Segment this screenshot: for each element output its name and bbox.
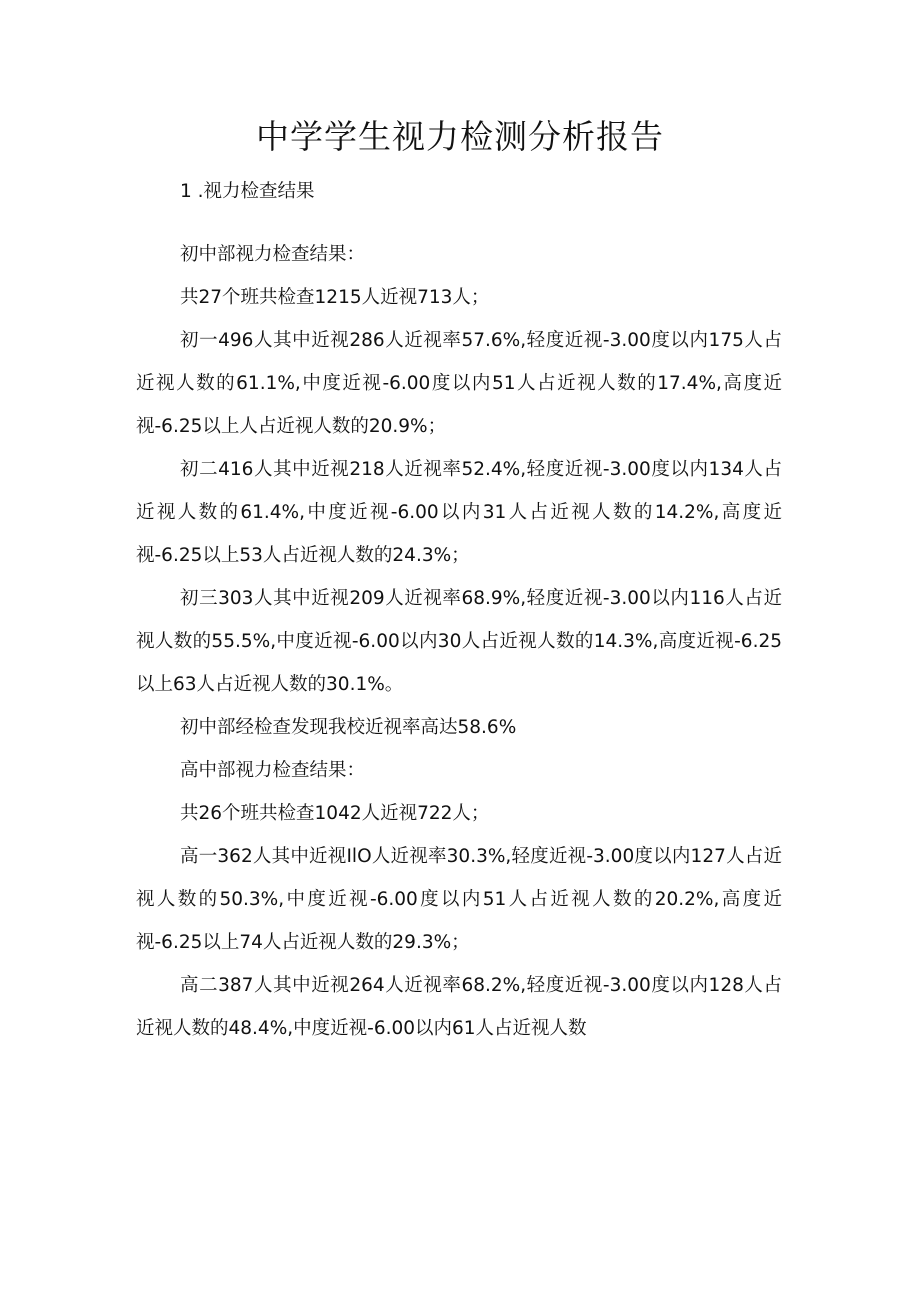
spacer	[136, 213, 782, 233]
document-title: 中学学生视力检测分析报告	[256, 117, 664, 156]
paragraph: 共26个班共检查1042人近视722人；	[180, 803, 490, 824]
paragraph: 初三303人其中近视209人近视率68.9%,轻度近视-3.00以内116人占近视人数的55.5%,中度近视-6.00以内30人占近视人数的14.3%,高度近视-6.25以上63人占近视人数的30.1%。	[136, 588, 782, 695]
paragraph: 初二416人其中近视218人近视率52.4%,轻度近视-3.00度以内134人占近视人数的61.4%,中度近视-6.00以内31人占近视人数的14.2%,高度近视-6.25以上53人占近视人数的24.3%；	[136, 459, 782, 566]
paragraph: 高一362人其中近视IlO人近视率30.3%,轻度近视-3.00度以内127人占近视人数的50.3%,中度近视-6.00度以内51人占近视人数的20.2%,高度近视-6.25以上74人占近视人数的29.3%；	[136, 846, 782, 953]
paragraph: 共27个班共检查1215人近视713人；	[180, 287, 490, 308]
document-body	[136, 170, 782, 1050]
paragraph: 高二387人其中近视264人近视率68.2%,轻度近视-3.00度以内128人占近视人数的48.4%,中度近视-6.00以内61人占近视人数	[136, 975, 782, 1039]
paragraph: 初中部经检查发现我校近视率高达58.6%	[180, 717, 517, 738]
section-heading: 1 .视力检查结果	[180, 181, 315, 202]
paragraph: 初一496人其中近视286人近视率57.6%,轻度近视-3.00度以内175人占近视人数的61.1%,中度近视-6.00度以内51人占近视人数的17.4%,高度近视-6.25以上人占近视人数的20.9%；	[136, 330, 782, 437]
paragraph: 高中部视力检查结果：	[180, 760, 366, 781]
paragraph: 初中部视力检查结果：	[180, 244, 366, 265]
